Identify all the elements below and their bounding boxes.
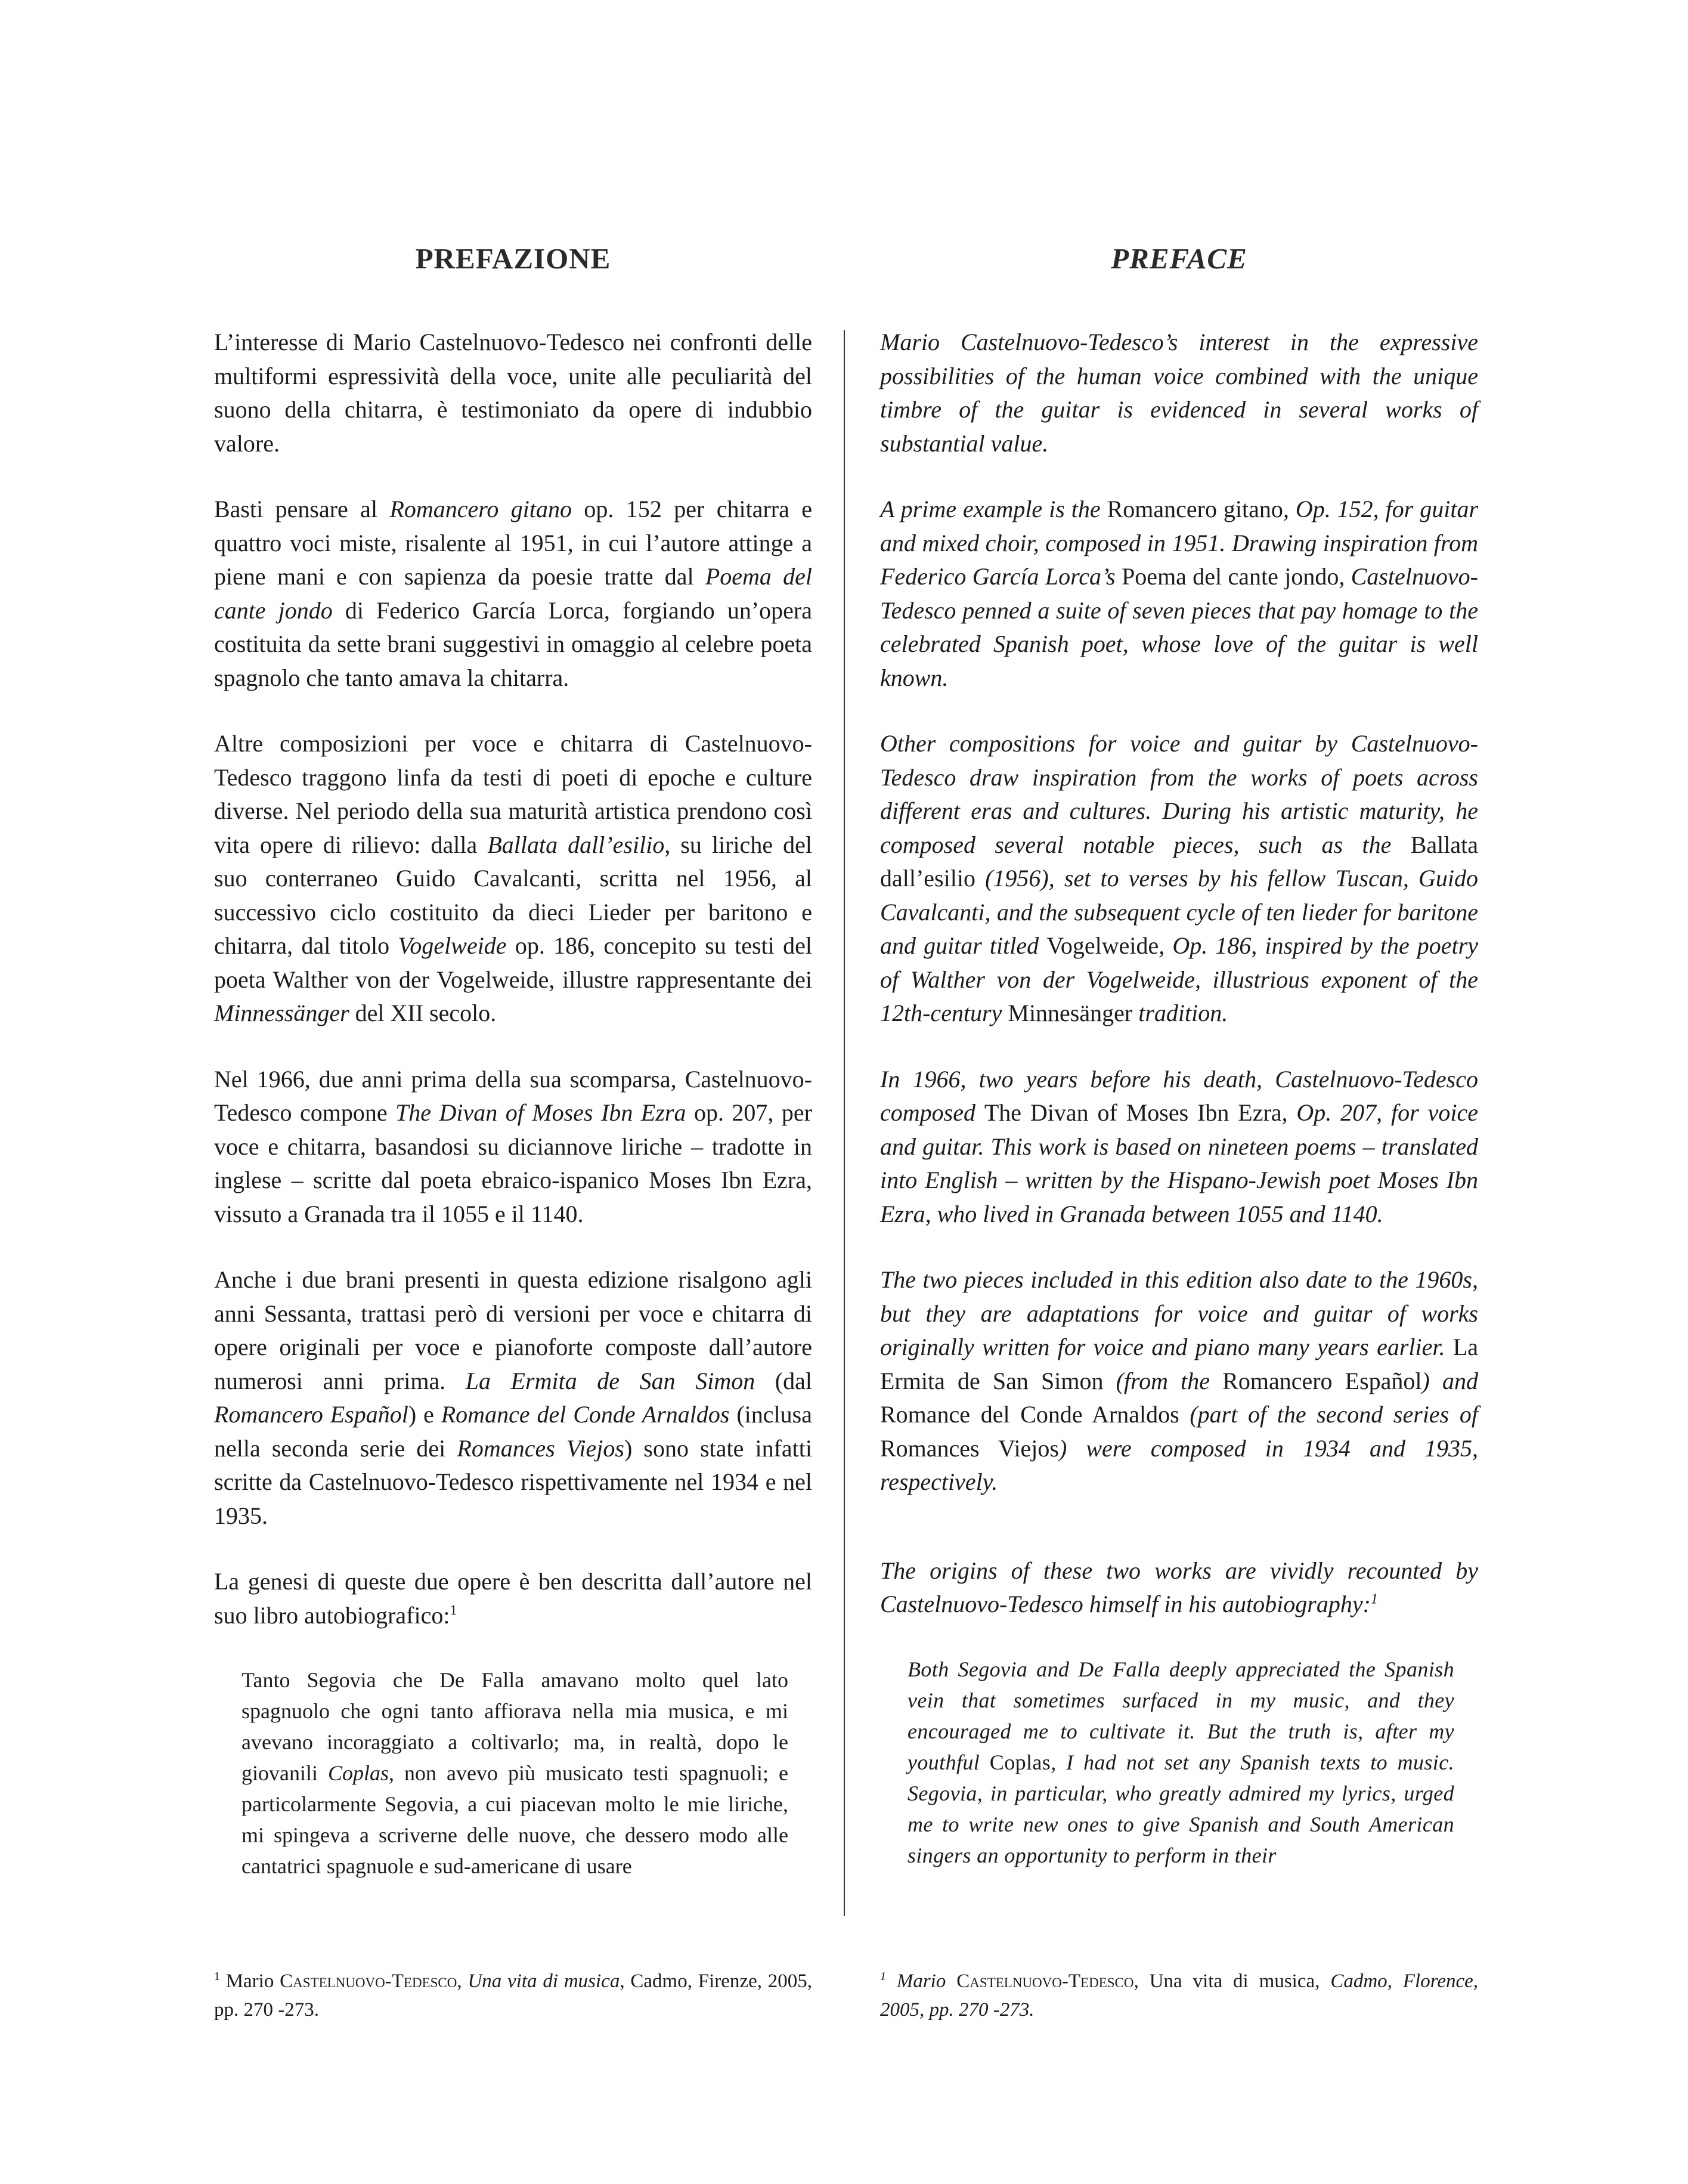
- work-title: Minnesänger: [1008, 1000, 1133, 1026]
- paragraph-3: Altre composizioni per voce e chitarra di Castelnuovo-Tedesco traggono linfa da testi di poeti di epoche e culture diverse. Nel periodo della sua maturità artistica prendono così vita opere di rilievo: dalla Ballata dall’esilio, su liriche del suo conterraneo Guido Cavalcanti, scritta nel 1956, al successivo ciclo costituito da dieci Lieder per baritono e chitarra, dal titolo Vogelweide op. 186, concepito su testi del poeta Walther von der Vogelweide, illustre rappresentante dei Minnessänger del XII secolo.: [214, 730, 813, 1026]
- work-title: Poema del cante jondo: [214, 563, 812, 624]
- work-title: Romancero Español: [1222, 1367, 1422, 1394]
- paragraph-2: A prime example is the Romancero gitano, Op. 152, for guitar and mixed choir, composed in 1951. Drawing inspiration from Federico García Lorca’s Poema del cante jondo, Castelnuovo-Tedesco penned a suite of seven pieces that pay homage to the celebrated Spanish poet, whose love of the guitar is well known.: [880, 496, 1479, 691]
- work-title: Romances Viejos: [457, 1434, 624, 1462]
- paragraph-6: The origins of these two works are vividly recounted by Castelnuovo-Tedesco himself in his autobiography:$^1$: [880, 1557, 1478, 1617]
- column-divider: [844, 330, 845, 1916]
- footnote-ref: 1: [1370, 1591, 1378, 1607]
- heading-prefazione: PREFAZIONE: [415, 242, 611, 275]
- work-title: Romancero gitano: [389, 496, 572, 522]
- work-title: Romances Viejos: [880, 1434, 1059, 1462]
- block-quote: Tanto Segovia che De Falla amavano molto quel lato spagnuolo che ogni tanto affiorava nella mia musica, e mi avevano incoraggiato a coltivarlo; ma, in realtà, dopo le giovanili Coplas, non avevo più musicato testi spagnuoli; e particolarmente Segovia, a cui piacevan molto le mie liriche, mi spingeva a scriverne delle nuove, che dessero modo alle cantatrici spagnuole e sud-americane di usare: [241, 1668, 788, 1878]
- footnote-book-title: Una vita di musica: [467, 1970, 620, 1992]
- work-title: Ballata dall’esilio: [487, 831, 665, 858]
- footnote: $^1$ Mario Castelnuovo-Tedesco, Una vita di musica, Cadmo, Firenze, 2005, pp. 270 -273.: [214, 1970, 813, 2021]
- footnote: $^1$ Mario Castelnuovo-Tedesco, Una vita di musica, Cadmo, Florence, 2005, pp. 270 -273.: [880, 1970, 1479, 2021]
- heading-preface: PREFACE: [1111, 242, 1247, 275]
- work-title: Vogelweide: [398, 932, 507, 959]
- paragraph-4: Nel 1966, due anni prima della sua scomparsa, Castelnuovo-Tedesco compone The Divan of Moses Ibn Ezra op. 207, per voce e chitarra, basandosi su diciannove liriche – tradotte in inglese – scritte dal poeta ebraico-ispanico Moses Ibn Ezra, vissuto a Granada tra il 1055 e il 1140.: [214, 1065, 812, 1227]
- footnote-book-title: Una vita di musica: [1149, 1970, 1315, 1992]
- work-title: Romance del Conde Arnaldos: [880, 1401, 1179, 1428]
- work-title: Coplas: [328, 1761, 389, 1785]
- spacer: [880, 1532, 1478, 1554]
- work-title: La Ermita de San Simon: [880, 1334, 1478, 1394]
- work-title: The Divan of Moses Ibn Ezra: [984, 1099, 1282, 1126]
- work-title: The Divan of Moses Ibn Ezra: [395, 1099, 686, 1126]
- footnote-author: Castelnuovo-Tedesco: [956, 1970, 1134, 1992]
- work-title: Romance del Conde Arnaldos: [441, 1401, 730, 1428]
- paragraph-5: The two pieces included in this edition also date to the 1960s, but they are adaptations for voice and guitar of works originally written for voice and piano many years earlier. La Ermita de San Simon (from the Romancero Español) and Romance del Conde Arnaldos (part of the second series of Romances Viejos) were composed in 1934 and 1935, respectively.: [880, 1266, 1478, 1495]
- work-title: Romancero gitano: [1107, 496, 1283, 522]
- paragraph-6: La genesi di queste due opere è ben descritta dall’autore nel suo libro autobiografico:$^1$: [214, 1568, 812, 1629]
- italian-body: [214, 326, 812, 1882]
- work-title: Romancero Español: [214, 1401, 408, 1428]
- paragraph-3: Other compositions for voice and guitar by Castelnuovo-Tedesco draw inspiration from the works of poets across different eras and cultures. During his artistic maturity, he composed several notable pieces, such as the Ballata dall’esilio (1956), set to verses by his fellow Tuscan, Guido Cavalcanti, and the subsequent cycle of ten lieder for baritone and guitar titled Vogelweide, Op. 186, inspired by the poetry of Walther von der Vogelweide, illustrious exponent of the 12th-century Minnesänger tradition.: [880, 730, 1478, 1026]
- footnote-ref: 1: [450, 1603, 457, 1619]
- block-quote: Both Segovia and De Falla deeply appreciated the Spanish vein that sometimes surfaced in my music, and they encouraged me to cultivate it. But the truth is, after my youthful Coplas, I had not set any Spanish texts to music. Segovia, in particular, who greatly admired my lyrics, urged me to write new ones to give Spanish and South American singers an opportunity to perform in their: [908, 1657, 1454, 1867]
- paragraph-1: L’interesse di Mario Castelnuovo-Tedesco nei confronti delle multiformi espressività della voce, unite alle peculiarità del suono della chitarra, è testimoniato da opere di indubbio valore.: [214, 329, 812, 457]
- work-title: Ballata dall’esilio: [880, 831, 1478, 892]
- english-body: [880, 326, 1478, 1871]
- paragraph-1: Mario Castelnuovo-Tedesco’s interest in the expressive possibilities of the human voice combined with the unique timbre of the guitar is evidenced in several works of substantial value.: [880, 329, 1478, 457]
- paragraph-2: Basti pensare al Romancero gitano op. 152 per chitarra e quattro voci miste, risalente al 1951, in cui l’autore attinge a piene mani e con sapienza da poesie tratte dal Poema del cante jondo di Federico García Lorca, forgiando un’opera costituita da sette brani suggestivi in omaggio al celebre poeta spagnolo che tanto amava la chitarra.: [214, 496, 812, 691]
- paragraph-5: Anche i due brani presenti in questa edizione risalgono agli anni Sessanta, trattasi però di versioni per voce e chitarra di opere originali per voce e pianoforte composte dall’autore numerosi anni prima. La Ermita de San Simon (dal Romancero Español) e Romance del Conde Arnaldos (inclusa nella seconda serie dei Romances Viejos) sono state infatti scritte da Castelnuovo-Tedesco rispettivamente nel 1934 e nel 1935.: [214, 1266, 813, 1529]
- footnote-number: 1: [214, 1970, 220, 1983]
- work-title: Poema del cante jondo: [1122, 563, 1339, 590]
- paragraph-4: In 1966, two years before his death, Castelnuovo-Tedesco composed The Divan of Moses Ibn Ezra, Op. 207, for voice and guitar. This work is based on nineteen poems – translated into English – written by the Hispano-Jewish poet Moses Ibn Ezra, who lived in Granada between 1055 and 1140.: [880, 1065, 1478, 1227]
- work-title: Coplas: [989, 1750, 1051, 1774]
- footnote-author: Castelnuovo-Tedesco: [280, 1970, 457, 1992]
- work-title: Vogelweide: [1046, 932, 1159, 959]
- footnote-number: 1: [880, 1970, 886, 1983]
- work-title: Minnessänger: [214, 1000, 349, 1026]
- work-title: La Ermita de San Simon: [465, 1367, 755, 1394]
